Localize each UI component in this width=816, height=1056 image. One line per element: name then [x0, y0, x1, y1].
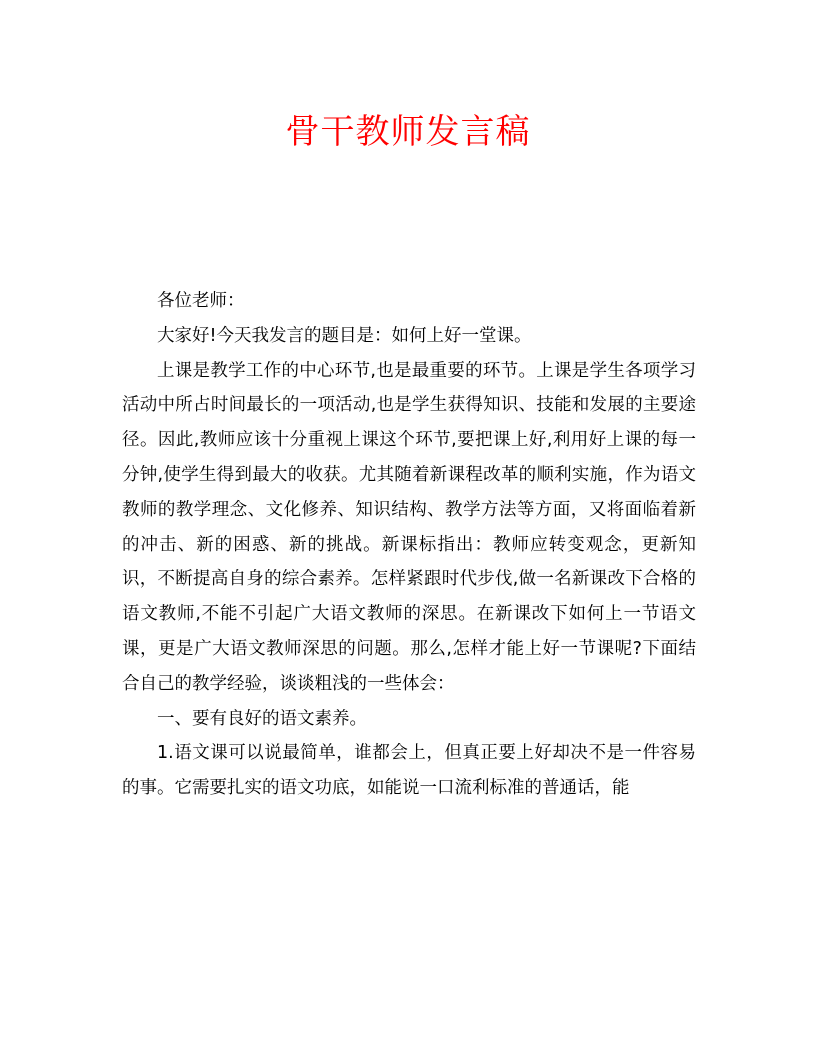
- point-paragraph: 1.语文课可以说最简单，谁都会上，但真正要上好却决不是一件容易的事。它需要扎实的语文功底，如能说一口流利标准的普通话，能: [122, 743, 696, 799]
- salutation-paragraph: 各位老师：: [157, 291, 245, 311]
- document-title: 骨干教师发言稿: [285, 112, 531, 152]
- section-heading: 一、要有良好的语文素养。: [157, 708, 367, 729]
- document-body: [122, 284, 696, 806]
- greeting-paragraph: 大家好!今天我发言的题目是：如何上好一堂课。: [157, 325, 532, 346]
- intro-paragraph: 上课是教学工作的中心环节,也是最重要的环节。上课是学生各项学习活动中所占时间最长的一项活动,也是学生获得知识、技能和发展的主要途径。因此,教师应该十分重视上课这个环节,要把课上好,利用好上课的每一分钟,使学生得到最大的收获。尤其随着新课程改革的顺利实施，作为语文教师的教学理念、文化修养、知识结构、教学方法等方面，又将面临着新的冲击、新的困惑、新的挑战。新课标指出：教师应转变观念，更新知识，不断提高自身的综合素养。怎样紧跟时代步伐,做一名新课改下合格的语文教师,不能不引起广大语文教师的深思。在新课改下如何上一节语文课，更是广大语文教师深思的问题。那么,怎样才能上好一节课呢?下面结合自己的教学经验，谈谈粗浅的一些体会：: [122, 360, 696, 694]
